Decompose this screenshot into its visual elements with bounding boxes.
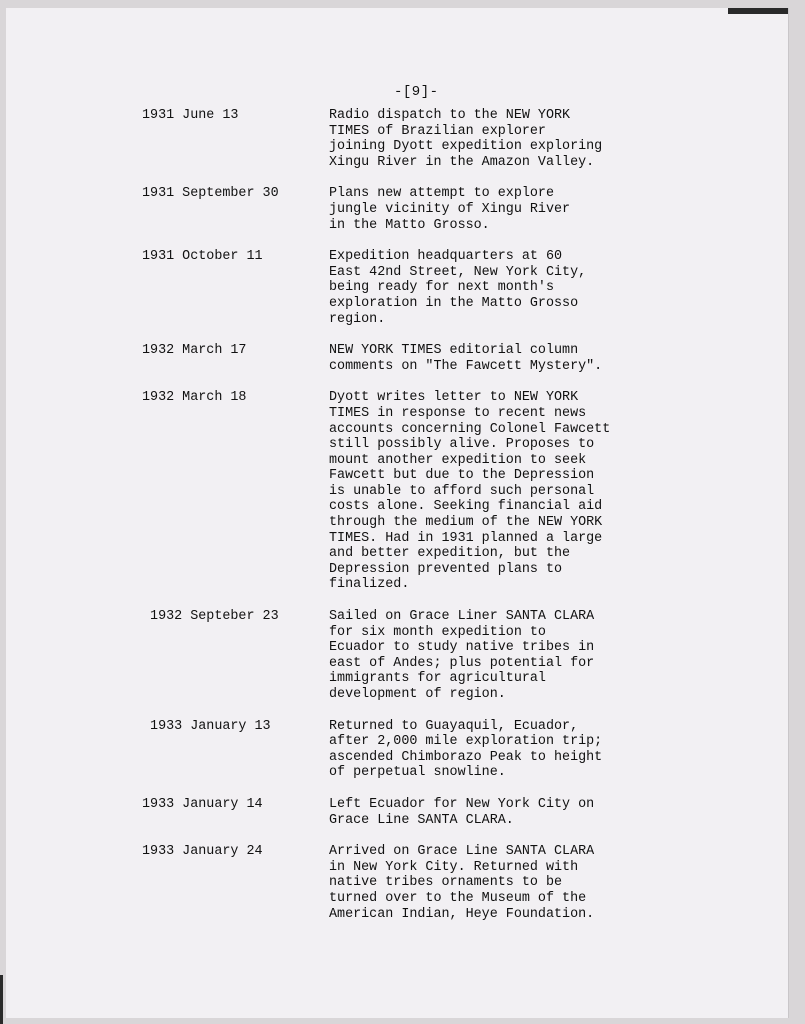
chronology-entry <box>142 797 682 828</box>
chronology-entry <box>142 186 682 233</box>
entry-description: Left Ecuador for New York City on Grace Line SANTA CLARA. <box>329 796 595 828</box>
chronology-entry <box>142 343 682 374</box>
entry-date: 1931 October 11 <box>142 249 263 265</box>
entry-date: 1931 September 30 <box>142 186 279 202</box>
scan-edge-mark-left <box>0 975 3 1024</box>
page-number: -[9]- <box>394 84 439 100</box>
chronology-entry <box>142 719 682 781</box>
entry-date: 1933 January 14 <box>142 796 263 812</box>
entry-description: Expedition headquarters at 60 East 42nd Street, New York City, being ready for next month's exploration in the Matto Grosso region. <box>329 249 587 327</box>
entry-date: 1931 June 13 <box>142 108 239 123</box>
entry-description: Dyott writes letter to NEW YORK TIMES in response to recent news accounts concerning Colonel Fawcett still possibly alive. Proposes to mount another expedition to seek Fawcett but due to the Depression is unable to afford such personal costs alone. Seeking financial aid through the medium of the NEW YORK TIMES. Had in 1931 planned a large and better expedition, but the Depression prevented plans to finalized. <box>329 390 611 593</box>
chronology-entry <box>142 390 682 593</box>
chronology-entry <box>142 108 682 170</box>
entry-description: Plans new attempt to explore jungle vicinity of Xingu River in the Matto Grosso. <box>329 186 571 233</box>
entry-description: Arrived on Grace Line SANTA CLARA in New York City. Returned with native tribes ornaments to be turned over to the Museum of the American Indian, Heye Foundation. <box>329 844 595 922</box>
scan-edge-mark <box>728 8 788 14</box>
chronology-list <box>142 108 682 938</box>
entry-date: 1933 January 13 <box>142 718 271 734</box>
entry-date: 1932 March 18 <box>142 390 247 406</box>
entry-description: NEW YORK TIMES editorial column comments on "The Fawcett Mystery". <box>329 343 603 374</box>
entry-description: Radio dispatch to the NEW YORK TIMES of Brazilian explorer joining Dyott expedition exploring Xingu River in the Amazon Valley. <box>329 108 603 170</box>
entry-description: Returned to Guayaquil, Ecuador, after 2,000 mile exploration trip; ascended Chimborazo Peak to height of perpetual snowline. <box>329 718 603 781</box>
entry-date: 1933 January 24 <box>142 844 263 860</box>
entry-date: 1932 Septeber 23 <box>142 609 279 625</box>
chronology-entry <box>142 844 682 922</box>
chronology-entry <box>142 249 682 327</box>
chronology-entry <box>142 609 682 703</box>
entry-date: 1932 March 17 <box>142 343 247 359</box>
entry-description: Sailed on Grace Liner SANTA CLARA for six month expedition to Ecuador to study native tribes in east of Andes; plus potential for immigrants for agricultural development of region. <box>329 609 595 702</box>
